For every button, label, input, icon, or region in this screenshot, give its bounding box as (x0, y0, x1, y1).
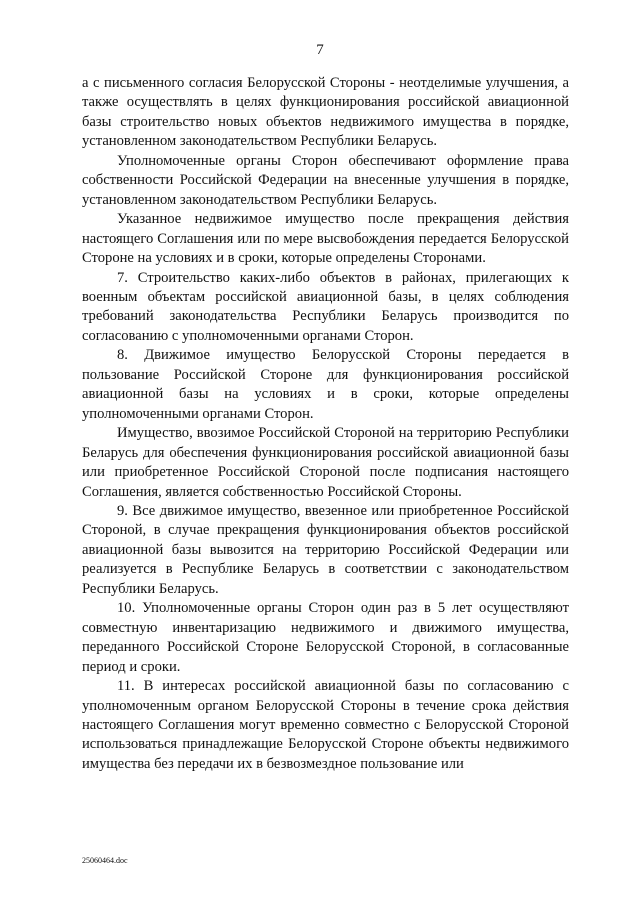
paragraph-clause-10: 10. Уполномоченные органы Сторон один раз в 5 лет осуществляют совместную инвентаризацию недвижимого и движимого имущества, переданного Российской Стороне Белорусской Стороной, в согласованные период и сроки. (82, 600, 569, 675)
paragraph-clause-9: 9. Все движимое имущество, ввезенное или приобретенное Российской Стороной, в случае прекращения функционирования объектов российской авиационной базы вывозится на территорию Российской Федерации или реализуется в Республике Беларусь в соответствии с законодательством Республики Беларусь. (82, 502, 569, 597)
paragraph-clause-11: 11. В интересах российской авиационной базы по согласованию с уполномоченным органом Белорусской Стороны в течение срока действия настоящего Соглашения могут временно совместно с Белорусской Стороной использоваться принадлежащие Белорусской Стороне объекты недвижимого имущества без передачи их в безвозмездное пользование или (82, 678, 569, 772)
document-body (82, 74, 569, 774)
paragraph-clause-8: 8. Движимое имущество Белорусской Стороны передается в пользование Российской Стороне для функционирования российской авиационной базы на условиях и в сроки, которые определены уполномоченными органами Сторон. (82, 347, 569, 422)
paragraph-ownership-registration: Уполномоченные органы Сторон обеспечивают оформление права собственности Российской Федерации на внесенные улучшения в порядке, установленном законодательством Республики Беларусь. (82, 152, 569, 208)
page-number: 7 (316, 42, 324, 58)
paragraph-imported-property: Имущество, ввозимое Российской Стороной на территорию Республики Беларусь для обеспечения функционирования российской авиационной базы или приобретенное Российской Стороной после подписания настоящего Соглашения, является собственностью Российской Стороны. (82, 425, 569, 500)
file-name-footer: 25060464.doc (82, 856, 128, 865)
paragraph-continuation: а с письменного согласия Белорусской Стороны - неотделимые улучшения, а также осуществлять в целях функционирования российской авиационной базы строительство новых объектов недвижимого имущества в порядке, установленном законодательством Республики Беларусь. (82, 75, 569, 150)
paragraph-property-transfer: Указанное недвижимое имущество после прекращения действия настоящего Соглашения или по мере высвобождения передается Белорусской Стороне на условиях и в сроки, которые определены Сторонами. (82, 211, 569, 267)
paragraph-clause-7: 7. Строительство каких-либо объектов в районах, прилегающих к военным объектам российской авиационной базы, в целях соблюдения требований законодательства Республики Беларусь производится по согласованию с уполномоченными органами Сторон. (82, 269, 569, 344)
